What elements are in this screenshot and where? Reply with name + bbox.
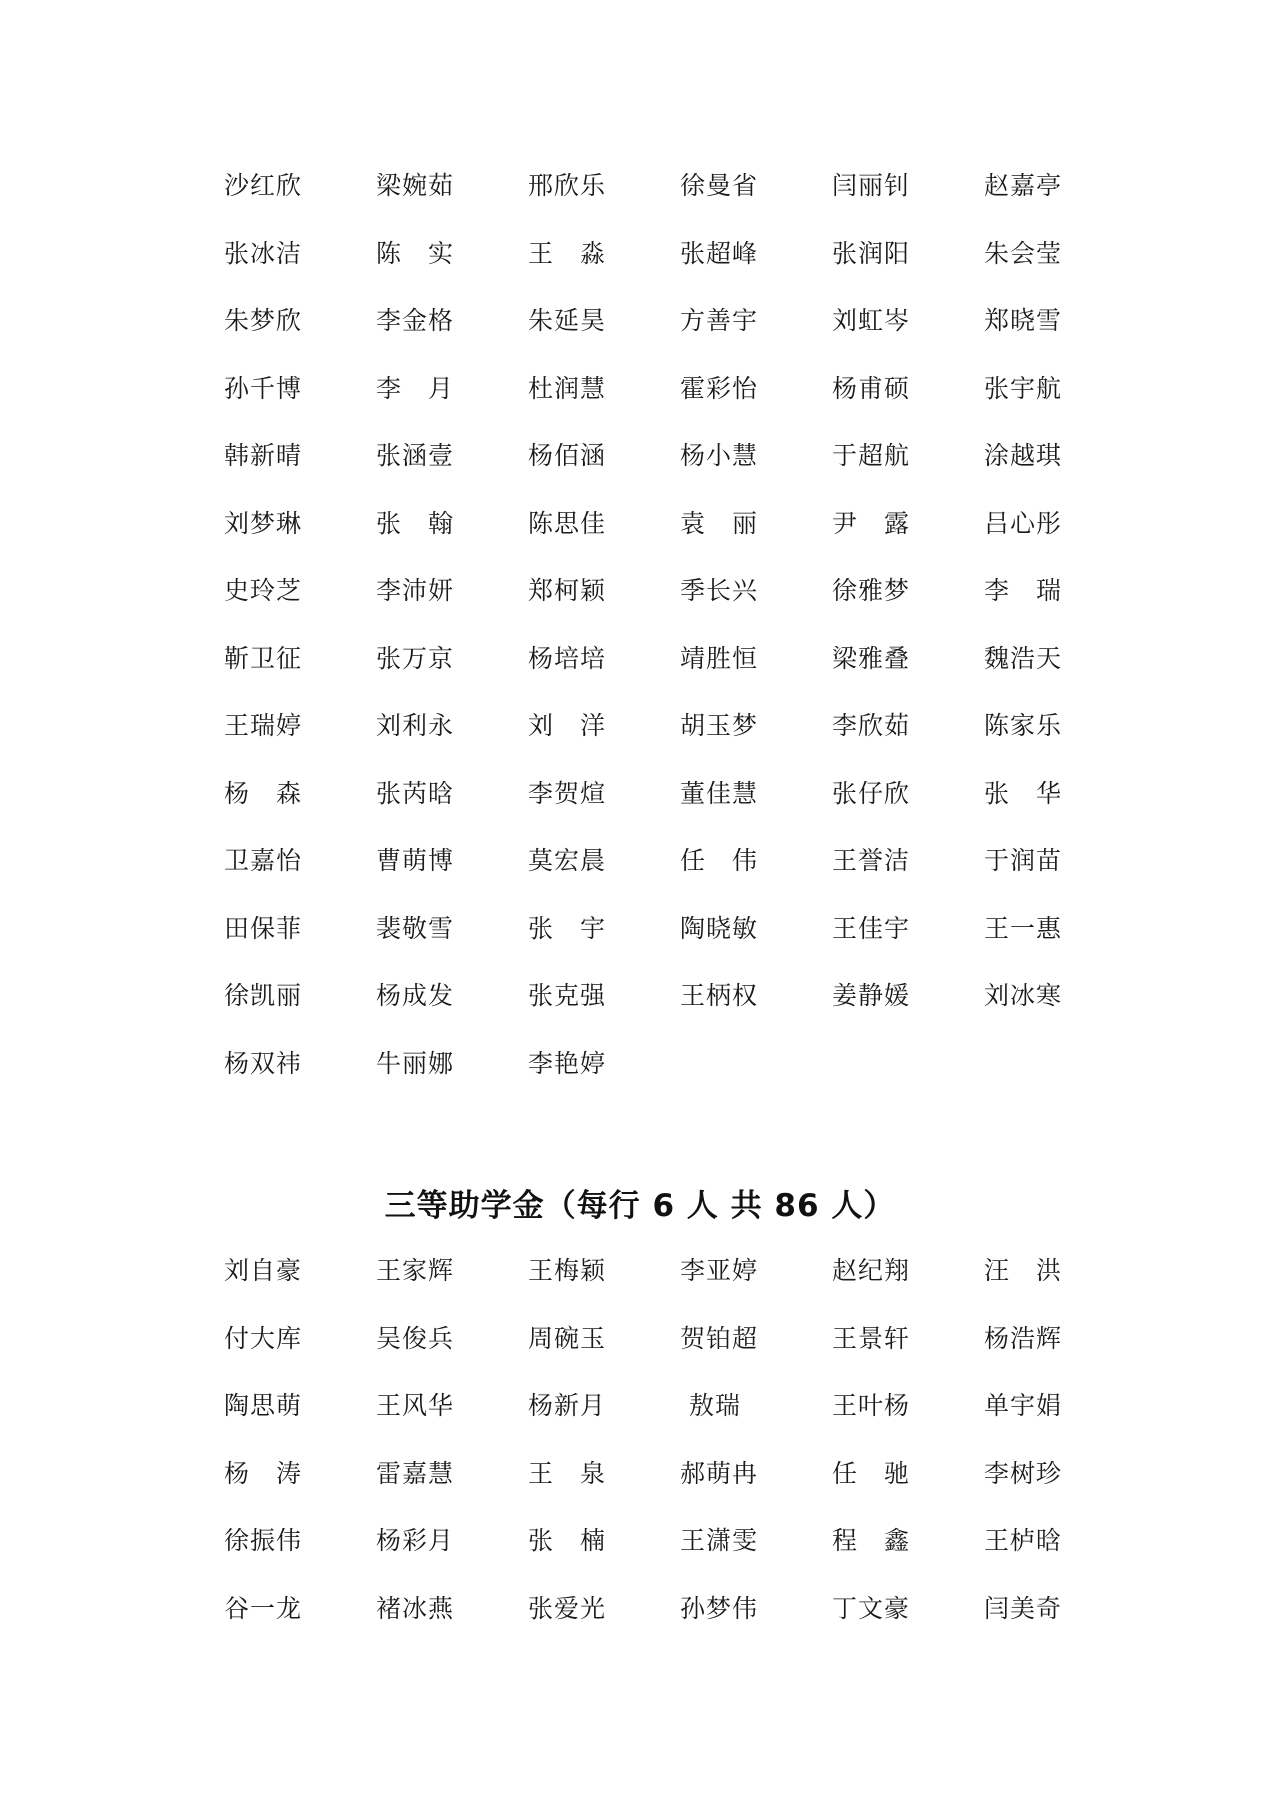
student-name: 魏浩天	[984, 643, 1063, 673]
student-name: 王叶杨	[832, 1391, 911, 1420]
student-name: 刘 洋	[528, 711, 607, 740]
student-name: 李欣茹	[832, 711, 911, 740]
student-name: 敖瑞	[680, 1391, 741, 1420]
student-name: 张 华	[984, 778, 1063, 808]
student-name: 郑柯颖	[528, 576, 607, 605]
student-name: 朱会莹	[984, 238, 1063, 268]
student-name: 沙红欣	[224, 171, 303, 200]
student-name: 于超航	[832, 441, 911, 470]
student-name: 贺铂超	[680, 1323, 759, 1353]
student-name: 李 月	[376, 373, 455, 403]
student-name: 刘利永	[376, 711, 455, 740]
student-name: 方善宇	[680, 306, 759, 335]
student-name: 赵嘉亭	[984, 171, 1063, 200]
student-name: 陈思佳	[528, 508, 607, 538]
student-name: 涂越琪	[984, 441, 1063, 470]
student-name: 孙千博	[224, 373, 303, 403]
student-name: 刘虹岑	[832, 306, 911, 335]
student-name: 周碗玉	[528, 1323, 607, 1353]
student-name: 杨双祎	[224, 1048, 303, 1078]
student-name: 吕心彤	[984, 508, 1063, 538]
student-name: 梁雅叠	[832, 643, 911, 673]
student-name: 付大库	[224, 1323, 303, 1353]
student-name: 杨新月	[528, 1391, 607, 1420]
student-name: 杨 森	[224, 778, 303, 808]
student-name: 王潇雯	[680, 1526, 759, 1555]
student-name: 莫宏晨	[528, 846, 607, 875]
student-name: 杨培培	[528, 643, 607, 673]
student-name: 谷一龙	[224, 1593, 303, 1623]
student-name: 李树珍	[984, 1458, 1063, 1488]
section-title: 三等助学金（每行 6 人 共 86 人）	[384, 1188, 896, 1224]
student-name: 牛丽娜	[376, 1048, 455, 1078]
student-name: 李 瑞	[984, 576, 1063, 605]
student-name: 徐雅梦	[832, 576, 911, 605]
student-name: 袁 丽	[680, 508, 759, 538]
student-name: 王一惠	[984, 913, 1063, 943]
student-name: 任 驰	[832, 1458, 911, 1488]
student-name: 胡玉梦	[680, 711, 759, 740]
student-name: 霍彩怡	[680, 373, 759, 403]
student-name: 丁文豪	[832, 1593, 911, 1623]
student-name: 李亚婷	[680, 1256, 759, 1285]
student-name: 李贺煊	[528, 778, 607, 808]
student-name: 张超峰	[680, 238, 759, 268]
student-name: 李艳婷	[528, 1048, 607, 1078]
student-name: 靖胜恒	[680, 643, 759, 673]
student-name: 张宇航	[984, 373, 1063, 403]
student-name: 张仔欣	[832, 778, 911, 808]
student-name: 陈 实	[376, 238, 455, 268]
student-name: 于润苗	[984, 846, 1063, 875]
student-name: 杨成发	[376, 981, 455, 1010]
student-name: 徐曼省	[680, 171, 759, 200]
student-name: 徐凯丽	[224, 981, 303, 1010]
student-name: 刘自豪	[224, 1256, 303, 1285]
student-name: 裴敬雪	[376, 913, 455, 943]
name-grid-upper	[224, 166, 1084, 1111]
student-name: 闫丽钊	[832, 171, 911, 200]
student-name: 董佳慧	[680, 778, 759, 808]
student-name: 张芮晗	[376, 778, 455, 808]
student-name: 李沛妍	[376, 576, 455, 605]
student-name: 韩新晴	[224, 441, 303, 470]
student-name: 王家辉	[376, 1256, 455, 1285]
student-name: 吴俊兵	[376, 1323, 455, 1353]
student-name: 靳卫征	[224, 643, 303, 673]
student-name: 季长兴	[680, 576, 759, 605]
student-name: 朱延昊	[528, 306, 607, 335]
student-name: 陶思萌	[224, 1391, 303, 1420]
student-name: 杨彩月	[376, 1526, 455, 1555]
student-name: 汪 洪	[984, 1256, 1063, 1285]
student-name: 程 鑫	[832, 1526, 911, 1555]
student-name: 任 伟	[680, 846, 759, 875]
student-name: 张 楠	[528, 1526, 607, 1555]
student-name: 曹萌博	[376, 846, 455, 875]
student-name: 杜润慧	[528, 373, 607, 403]
student-name: 郝萌冉	[680, 1458, 759, 1488]
student-name: 王栌晗	[984, 1526, 1063, 1555]
student-name: 张 宇	[528, 913, 607, 943]
student-name: 杨小慧	[680, 441, 759, 470]
student-name: 王瑞婷	[224, 711, 303, 740]
student-name: 陈家乐	[984, 711, 1063, 740]
student-name: 郑晓雪	[984, 306, 1063, 335]
student-name: 王誉洁	[832, 846, 911, 875]
student-name: 张爱光	[528, 1593, 607, 1623]
student-name: 朱梦欣	[224, 306, 303, 335]
student-name: 张涵壹	[376, 441, 455, 470]
student-name: 孙梦伟	[680, 1593, 759, 1623]
student-name: 邢欣乐	[528, 171, 607, 200]
student-name: 王佳宇	[832, 913, 911, 943]
student-name: 张 翰	[376, 508, 455, 538]
student-name: 刘梦琳	[224, 508, 303, 538]
student-name: 尹 露	[832, 508, 911, 538]
student-name: 张冰洁	[224, 238, 303, 268]
student-name: 褚冰燕	[376, 1593, 455, 1623]
student-name: 梁婉茹	[376, 171, 455, 200]
student-name: 杨 涛	[224, 1458, 303, 1488]
student-name: 杨佰涵	[528, 441, 607, 470]
student-name: 杨甫硕	[832, 373, 911, 403]
student-name: 徐振伟	[224, 1526, 303, 1555]
student-name: 雷嘉慧	[376, 1458, 455, 1488]
student-name: 刘冰寒	[984, 981, 1063, 1010]
student-name: 王景轩	[832, 1323, 911, 1353]
student-name: 陶晓敏	[680, 913, 759, 943]
student-name: 闫美奇	[984, 1593, 1063, 1623]
student-name: 张润阳	[832, 238, 911, 268]
name-grid-lower	[224, 1251, 1084, 1656]
student-name: 王柄权	[680, 981, 759, 1010]
student-name: 田保菲	[224, 913, 303, 943]
student-name: 王 泉	[528, 1458, 607, 1488]
student-name: 王风华	[376, 1391, 455, 1420]
student-name: 史玲芝	[224, 576, 303, 605]
student-name: 张万京	[376, 643, 455, 673]
student-name: 张克强	[528, 981, 607, 1010]
student-name: 李金格	[376, 306, 455, 335]
student-name: 卫嘉怡	[224, 846, 303, 875]
student-name: 王 淼	[528, 238, 607, 268]
student-name: 单宇娟	[984, 1391, 1063, 1420]
student-name: 赵纪翔	[832, 1256, 911, 1285]
student-name: 姜静媛	[832, 981, 911, 1010]
student-name: 王梅颖	[528, 1256, 607, 1285]
student-name: 杨浩辉	[984, 1323, 1063, 1353]
